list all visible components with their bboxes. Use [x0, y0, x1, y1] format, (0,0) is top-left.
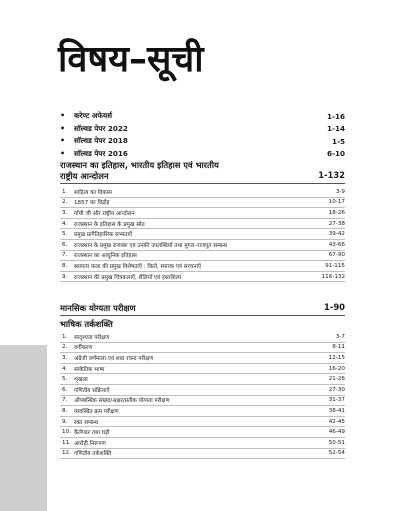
- list-item[interactable]: [60, 353, 345, 364]
- item-number: 6.: [62, 386, 68, 393]
- item-number: 4.: [62, 220, 68, 227]
- bullet-item[interactable]: [60, 123, 345, 136]
- item-number: 9.: [62, 418, 68, 425]
- item-number: 12.: [62, 450, 71, 457]
- item-pages: 16-20: [328, 365, 345, 372]
- item-pages: 3-7: [335, 333, 345, 340]
- item-pages: 12-15: [328, 354, 345, 361]
- item-pages: 39-42: [328, 231, 345, 238]
- bullet-label: सॉल्वड पेपर 2018: [74, 136, 128, 146]
- list-item[interactable]: [60, 187, 345, 198]
- section-history-heading[interactable]: [60, 160, 345, 182]
- list-item[interactable]: [60, 219, 345, 230]
- list-item[interactable]: [60, 364, 345, 375]
- bullet-dot-icon: •: [60, 111, 66, 121]
- item-number: 2.: [62, 199, 68, 206]
- bullet-item[interactable]: [60, 148, 345, 161]
- divider: [60, 315, 345, 316]
- item-label: औपबन्धिक संख्या/अक्षर/प्रतीक योग्यता परीक्षण: [74, 398, 170, 405]
- divider: [60, 183, 345, 184]
- list-item[interactable]: [60, 251, 345, 262]
- item-label: व्यवस्थित क्रम परीक्षण: [74, 408, 119, 415]
- list-item[interactable]: [60, 427, 345, 438]
- item-pages: 27-38: [328, 220, 345, 227]
- item-label: राजस्थान की प्रमुख चित्रकलाएँ, शैलियाँ एवं हस्तशिल्प: [74, 274, 182, 281]
- item-number: 10.: [62, 429, 71, 436]
- section-reasoning: [60, 302, 345, 459]
- list-item[interactable]: [60, 198, 345, 209]
- list-item[interactable]: [60, 374, 345, 385]
- item-number: 1.: [62, 333, 68, 340]
- item-label: राजस्थान के प्रमुख राजवंश एवं उनकी उपलब्धियाँ तथा मुगल–राजपूत सम्बन्ध: [74, 242, 228, 249]
- bullet-dot-icon: •: [60, 148, 66, 158]
- page-title: विषय–सूची: [58, 39, 204, 80]
- item-label: शृंखला: [74, 377, 88, 384]
- bullet-dot-icon: •: [60, 123, 66, 133]
- list-item[interactable]: [60, 396, 345, 407]
- bullet-pages: 1-14: [327, 124, 345, 134]
- item-number: 8.: [62, 262, 68, 269]
- list-item[interactable]: [60, 417, 345, 428]
- item-label: अंग्रेजी वर्णमाला एवं शब्द रचना परीक्षण: [74, 355, 154, 362]
- bullet-item[interactable]: [60, 110, 345, 123]
- section-history: [60, 160, 345, 282]
- item-pages: 46-49: [328, 429, 345, 436]
- item-number: 1.: [62, 188, 68, 195]
- item-label: सांकेतिक भाषा: [74, 366, 105, 373]
- bullet-label: करेण्ट अफेयर्स: [74, 111, 112, 121]
- bullet-pages: 1-16: [327, 111, 345, 121]
- section-reasoning-heading[interactable]: [60, 302, 345, 314]
- bullet-item[interactable]: [60, 135, 345, 148]
- section-history-items: [60, 187, 345, 282]
- item-pages: 91-115: [325, 262, 345, 269]
- item-label: साहित्य का विकास: [74, 189, 112, 196]
- item-pages: 42-45: [328, 418, 345, 425]
- item-label: आरोही निरूपण: [74, 440, 106, 447]
- list-item[interactable]: [60, 438, 345, 449]
- item-pages: 116-132: [321, 273, 345, 280]
- item-pages: 50-51: [328, 439, 345, 446]
- section-reasoning-items: [60, 332, 345, 459]
- list-item[interactable]: [60, 272, 345, 283]
- list-item[interactable]: [60, 261, 345, 272]
- list-item[interactable]: [60, 449, 345, 460]
- bullet-label: सॉल्वड पेपर 2016: [74, 148, 128, 158]
- gray-side-tab: [0, 345, 47, 511]
- item-pages: 43-66: [328, 241, 345, 248]
- item-number: 9.: [62, 273, 68, 280]
- item-pages: 21-26: [328, 376, 345, 383]
- item-number: 3.: [62, 209, 68, 216]
- bullet-list: [60, 110, 345, 160]
- item-number: 6.: [62, 241, 68, 248]
- list-item[interactable]: [60, 229, 345, 240]
- item-pages: 38-41: [328, 407, 345, 414]
- item-pages: 18-26: [328, 209, 345, 216]
- section-reasoning-title: मानसिक योग्यता परीक्षण: [60, 303, 136, 313]
- item-label: प्रमुख प्रागैतिहासिक सभ्यताएँ: [74, 232, 133, 239]
- bullet-pages: 1-5: [332, 136, 345, 146]
- item-pages: 31-37: [328, 397, 345, 404]
- section-reasoning-subtitle: भाषिक तर्कशक्ति: [60, 319, 113, 329]
- item-pages: 27-30: [328, 386, 345, 393]
- item-pages: 10-17: [328, 199, 345, 206]
- list-item[interactable]: [60, 406, 345, 417]
- item-label: रक्त सम्बन्ध: [74, 419, 99, 426]
- item-pages: 3-9: [335, 188, 345, 195]
- bullet-pages: 6-10: [327, 149, 345, 159]
- bullet-label: सॉल्वड पेपर 2022: [74, 123, 128, 133]
- item-label: स्थापत्य कला की प्रमुख विशेषताएँ : किले, स्मारक एवं संरचनाएँ: [74, 263, 202, 270]
- item-number: 5.: [62, 231, 68, 238]
- list-item[interactable]: [60, 332, 345, 343]
- item-number: 8.: [62, 407, 68, 414]
- item-number: 7.: [62, 397, 68, 404]
- list-item[interactable]: [60, 385, 345, 396]
- item-label: राजस्थान के इतिहास के प्रमुख स्रोत: [74, 221, 145, 228]
- item-label: 1857 का विद्रोह: [74, 200, 110, 207]
- list-item[interactable]: [60, 343, 345, 354]
- item-number: 7.: [62, 252, 68, 259]
- item-number: 5.: [62, 376, 68, 383]
- item-label: गणितीय तर्कशक्ति: [74, 451, 112, 458]
- list-item[interactable]: [60, 208, 345, 219]
- item-label: कैलेण्डर तथा घड़ी: [74, 430, 110, 437]
- item-label: गणितीय संक्रियाएँ: [74, 387, 110, 394]
- item-number: 3.: [62, 354, 68, 361]
- item-number: 4.: [62, 365, 68, 372]
- item-label: वर्गीकरण: [74, 345, 93, 352]
- item-label: राजस्थान का आधुनिक इतिहास: [74, 253, 137, 260]
- section-history-pages: 1-132: [318, 170, 345, 180]
- item-number: 2.: [62, 344, 68, 351]
- section-reasoning-pages: 1-90: [324, 302, 345, 312]
- item-pages: 67-90: [328, 252, 345, 259]
- section-history-title-line2: राष्ट्रीय आन्दोलन: [60, 171, 109, 181]
- item-label: गाँधी जी और राष्ट्रीय आन्दोलन: [74, 210, 135, 217]
- bullet-dot-icon: •: [60, 136, 66, 146]
- section-history-title-line1: राजस्थान का इतिहास, भारतीय इतिहास एवं भारतीय: [60, 160, 219, 170]
- item-pages: 8-11: [332, 344, 345, 351]
- item-pages: 52-54: [328, 450, 345, 457]
- item-number: 11.: [62, 439, 71, 446]
- item-label: सादृश्यता परीक्षण: [74, 334, 110, 341]
- list-item[interactable]: [60, 240, 345, 251]
